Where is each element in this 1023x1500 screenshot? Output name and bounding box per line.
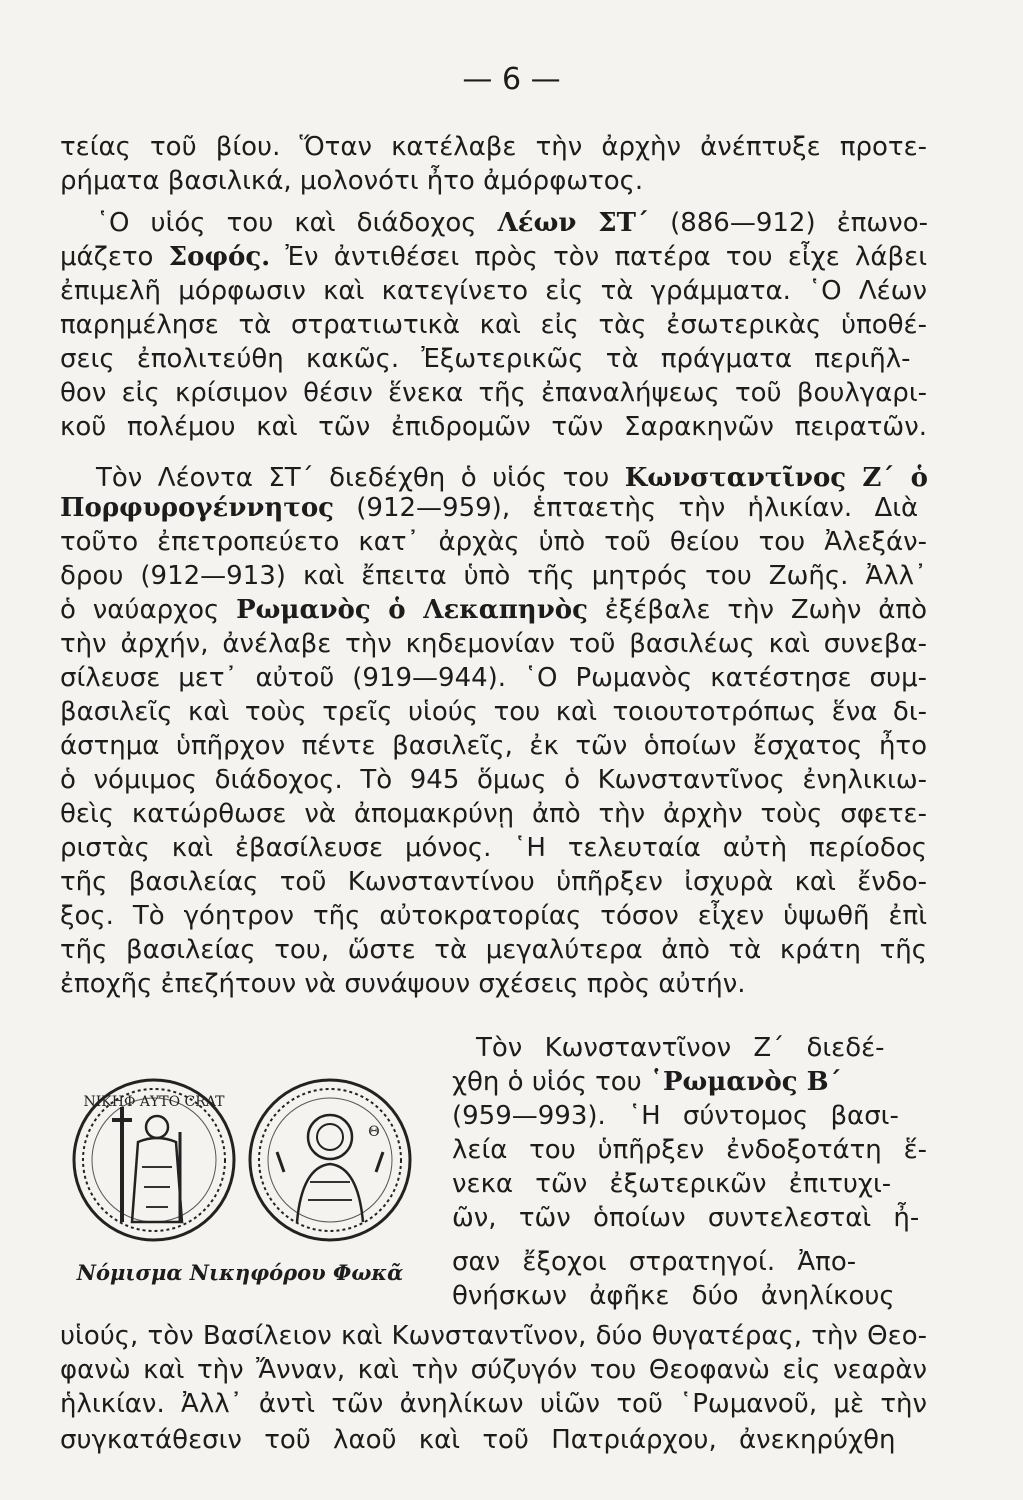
text-line: [60, 491, 918, 525]
text-span: ἡλικίαν. Ἀλλ᾽ ἀντὶ τῶν ἀνηλίκων υἱῶν τοῦ ῾Ρωμανοῦ, μὲ τὴν: [60, 1389, 927, 1419]
text-line: [60, 695, 927, 729]
text-span: (959—993). ῾Η σύντομος βασι-: [452, 1101, 899, 1131]
text-line: [60, 967, 746, 1001]
page-number: — 6 —: [462, 62, 561, 97]
bold-name: Σοφός.: [168, 242, 271, 272]
text-span: ξος. Τὸ γόητρον τῆς αὐτοκρατορίας τόσον εἶχεν ὑψωθῆ ἐπὶ: [60, 901, 927, 931]
text-line: [96, 206, 928, 240]
text-line: [60, 865, 927, 899]
bold-name: Κωνσταντῖνος Ζ΄ ὁ: [624, 463, 928, 493]
text-span: παρημέλησε τὰ στρατιωτικὰ καὶ εἰς τὰς ἐσωτερικὰς ὑποθέ-: [60, 310, 927, 340]
text-span: Ἐν ἀντιθέσει πρὸς τὸν πατέρα του εἶχε λάβει: [270, 242, 928, 272]
text-span: άστημα ὑπῆρχον πέντε βασιλεῖς, ἐκ τῶν ὁποίων ἔσχατος ἦτο: [60, 731, 927, 761]
text-line: [60, 559, 927, 593]
text-span: τὴν ἀρχήν, ἀνέλαβε τὴν κηδεμονίαν τοῦ βασιλέως καὶ συνεβα-: [60, 629, 927, 659]
text-span: χθη ὁ υἱός του: [452, 1067, 650, 1097]
coin-right-inscription: Θ: [368, 1124, 380, 1140]
text-span: Τὸν Κωνσταντῖνον Ζ΄ διεδέ-: [476, 1033, 885, 1063]
text-span: ἐποχῆς ἐπεζήτουν νὰ συνάψουν σχέσεις πρὸς αὐτήν.: [60, 969, 746, 999]
text-span: τῆς βασιλείας του, ὥστε τὰ μεγαλύτερα ἀπὸ τὰ κράτη τῆς: [60, 935, 927, 965]
text-span: τείας τοῦ βίου. Ὅταν κατέλαβε τὴν ἀρχὴν ἀνέπτυξε προτε-: [60, 132, 927, 162]
text-span: (912—959), ἑπταετὴς τὴν ἡλικίαν. Διὰ: [334, 493, 919, 523]
text-span: μάζετο: [60, 242, 169, 272]
text-span: συγκατάθεσιν τοῦ λαοῦ καὶ τοῦ Πατριάρχου, ἀνεκηρύχθη: [60, 1425, 896, 1455]
text-line: [452, 1133, 927, 1167]
bold-name: Πορφυρογέννητος: [60, 493, 335, 523]
text-line: [452, 1065, 842, 1099]
text-span: θεὶς κατώρθωσε νὰ ἀπομακρύνῃ ἀπὸ τὴν ἀρχὴν τοὺς σφετε-: [60, 799, 927, 829]
text-span: σεις ἐπολιτεύθη κακῶς. Ἐξωτερικῶς τὰ πράγματα περιῆλ-: [60, 344, 911, 374]
text-span: ἐπιμελῆ μόρφωσιν καὶ κατεγίνετο εἰς τὰ γράμματα. ῾Ο Λέων: [60, 276, 927, 306]
text-line: [60, 797, 927, 831]
text-line: [60, 661, 927, 695]
bold-name: ῾Ρωμανὸς Β΄: [649, 1067, 842, 1097]
text-span: φανὼ καὶ τὴν Ἄνναν, καὶ τὴν σύζυγόν του Θεοφανὼ εἰς νεαρὰν: [60, 1355, 927, 1385]
coin-reverse-icon: [250, 1080, 410, 1240]
text-span: ῶν, τῶν ὁποίων συντελεσταὶ ἦ-: [452, 1203, 920, 1233]
text-span: τοῦτο ἐπετροπεύετο κατ᾽ ἀρχὰς ὑπὸ τοῦ θείου του Ἀλεξάν-: [60, 527, 927, 557]
text-span: υἱούς, τὸν Βασίλειον καὶ Κωνσταντῖνον, δύο θυγατέρας, τὴν Θεο-: [60, 1321, 927, 1351]
text-line: [60, 240, 927, 274]
text-line: [452, 1167, 891, 1201]
text-line: [60, 1319, 927, 1353]
text-line: [60, 164, 643, 198]
coin-illustration: [72, 1072, 412, 1252]
text-span: θνήσκων ἀφῆκε δύο ἀνηλίκους: [452, 1281, 895, 1311]
text-line: [60, 729, 927, 763]
text-line: [60, 831, 927, 865]
text-line: [452, 1279, 895, 1313]
text-span: νεκα τῶν ἐξωτερικῶν ἐπιτυχι-: [452, 1169, 892, 1199]
text-line: [60, 763, 927, 797]
text-span: σαν ἔξοχοι στρατηγοί. Ἀπο-: [452, 1247, 857, 1277]
text-line: [60, 308, 927, 342]
text-span: δρου (912—913) καὶ ἔπειτα ὑπὸ τῆς μητρός του Ζωῆς. Ἀλλ᾽: [60, 561, 927, 591]
text-line: [452, 1201, 919, 1235]
text-line: [60, 1387, 927, 1421]
figure-caption: Νόμισμα Νικηφόρου Φωκᾶ: [76, 1260, 404, 1285]
text-span: Τὸν Λέοντα ΣΤ΄ διεδέχθη ὁ υἱός του: [96, 463, 625, 493]
text-line: [60, 627, 927, 661]
text-span: ριστὰς καὶ ἐβασίλευσε μόνος. ῾Η τελευταία αὐτὴ περίοδος: [60, 833, 927, 863]
text-line: [60, 342, 911, 376]
text-span: ἐξέβαλε τὴν Ζωὴν ἀπὸ: [587, 595, 927, 625]
text-line: [60, 1353, 927, 1387]
text-line: [60, 274, 927, 308]
text-span: ὁ ναύαρχος: [60, 595, 237, 625]
text-span: θον εἰς κρίσιμον θέσιν ἕνεκα τῆς ἐπαναλήψεως τοῦ βουλγαρι-: [60, 378, 927, 408]
text-line: [60, 376, 927, 410]
text-span: σίλευσε μετ᾽ αὐτοῦ (919—944). ῾Ο Ρωμανὸς κατέστησε συμ-: [60, 663, 927, 693]
text-span: λεία του ὑπῆρξεν ἐνδοξοτάτη ἕ-: [452, 1135, 927, 1165]
text-span: ὁ νόμιμος διάδοχος. Τὸ 945 ὅμως ὁ Κωνσταντῖνος ἐνηλικιω-: [60, 765, 927, 795]
text-span: τῆς βασιλείας τοῦ Κωνσταντίνου ὑπῆρξεν ἰσχυρὰ καὶ ἔνδο-: [60, 867, 927, 897]
text-line: [60, 593, 927, 627]
text-line: [476, 1031, 885, 1065]
text-line: [60, 410, 927, 444]
text-line: [60, 525, 927, 559]
bold-name: Ρωμανὸς ὁ Λεκαπηνὸς: [236, 595, 588, 625]
text-span: (886—912) ἐπωνο-: [648, 208, 928, 238]
text-span: βασιλεῖς καὶ τοὺς τρεῖς υἱούς του καὶ τοιουτοτρόπως ἕνα δι-: [60, 697, 927, 727]
text-line: [60, 899, 927, 933]
text-line: [60, 933, 927, 967]
text-line: [60, 130, 927, 164]
text-span: κοῦ πολέμου καὶ τῶν ἐπιδρομῶν τῶν Σαρακηνῶν πειρατῶν.: [60, 412, 927, 442]
coin-left-inscription: ΝΙΚΗΦ ΑΥΤΟ CRAT: [83, 1094, 225, 1110]
text-line: [96, 461, 928, 495]
bold-name: Λέων ΣΤ΄: [497, 208, 649, 238]
text-line: [452, 1099, 899, 1133]
text-span: ῾Ο υἱός του καὶ διάδοχος: [96, 208, 498, 238]
text-line: [60, 1423, 895, 1457]
text-line: [452, 1245, 856, 1279]
text-span: ρήματα βασιλικά, μολονότι ἦτο ἀμόρφωτος.: [60, 166, 644, 196]
